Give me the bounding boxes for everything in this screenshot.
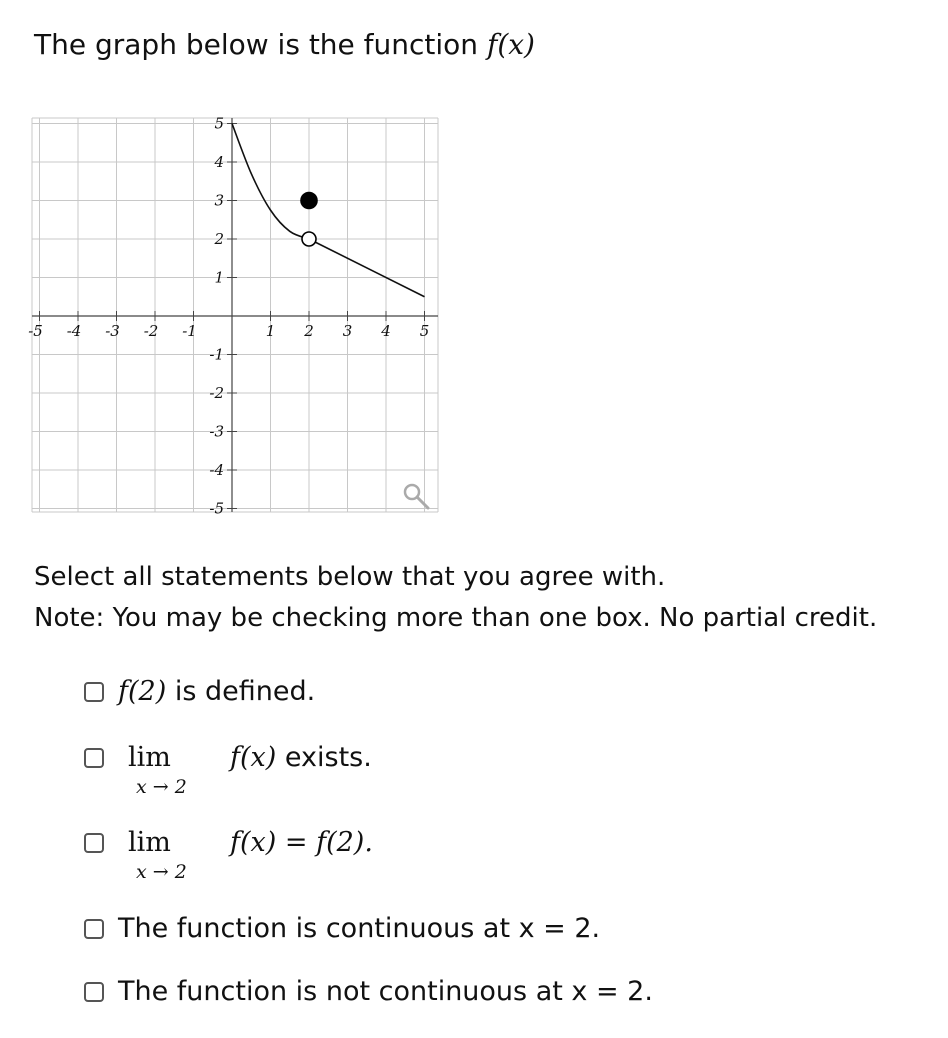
instruction-line-2: Note: You may be checking more than one box. No partial credit. (34, 603, 878, 633)
open-point (302, 232, 316, 246)
x-tick-label: -2 (143, 322, 159, 340)
x-tick-label: 1 (265, 322, 276, 340)
x-tick-label: 2 (304, 322, 314, 340)
option-f2-defined[interactable] (84, 676, 384, 712)
x-tick-label: -3 (105, 322, 120, 340)
y-tick-label: -2 (209, 384, 224, 402)
line-right (309, 239, 425, 297)
checkbox-3[interactable] (84, 833, 104, 853)
title-text: The graph below is the function (34, 28, 479, 61)
option-2-sub: x → 2 (136, 776, 187, 798)
checkbox-4[interactable] (84, 919, 104, 939)
option-3-sub: x → 2 (136, 861, 187, 883)
option-1-math: f(2) (118, 676, 167, 707)
y-tick-label: -4 (209, 461, 224, 479)
y-tick-label: 4 (214, 153, 224, 171)
x-tick-label: 3 (342, 322, 353, 340)
series (232, 124, 425, 297)
x-tick-label: 5 (419, 322, 430, 340)
option-3-math: f(x) = f(2). (230, 827, 373, 858)
option-continuous[interactable] (84, 913, 624, 949)
y-tick-label: -3 (209, 422, 224, 441)
y-tick-label: -1 (209, 345, 224, 364)
option-3-lim: lim (128, 827, 171, 858)
grid (32, 118, 438, 512)
x-tick-label: 4 (381, 322, 391, 340)
option-2-math: f(x) (230, 742, 277, 773)
x-tick-label: -1 (182, 322, 197, 340)
option-5-text: The function is not continuous at x = 2. (118, 976, 653, 1007)
option-limit-exists[interactable] (84, 742, 424, 804)
checkbox-1[interactable] (84, 682, 104, 702)
closed-point (301, 193, 317, 209)
option-2-lim: lim (128, 742, 171, 773)
y-tick-label: 5 (214, 114, 224, 133)
option-limit-equals-value[interactable] (84, 827, 444, 889)
y-tick-label: 1 (214, 268, 224, 287)
y-tick-label: -5 (209, 499, 224, 518)
function-graph (0, 100, 460, 530)
option-2-text: exists. (284, 742, 372, 773)
x-tick-label: -4 (66, 322, 82, 340)
instruction-line-1: Select all statements below that you agree with. (34, 562, 666, 592)
y-tick-label: 3 (214, 191, 224, 210)
axes (32, 118, 438, 512)
option-not-continuous[interactable] (84, 976, 684, 1012)
checkbox-5[interactable] (84, 982, 104, 1002)
title-function: f(x) (486, 28, 535, 61)
option-1-text: is defined. (174, 676, 316, 707)
x-tick-label: -5 (28, 322, 43, 340)
question-title (34, 28, 535, 61)
option-4-text: The function is continuous at x = 2. (118, 913, 601, 944)
checkbox-2[interactable] (84, 748, 104, 768)
y-tick-label: 2 (214, 230, 224, 248)
